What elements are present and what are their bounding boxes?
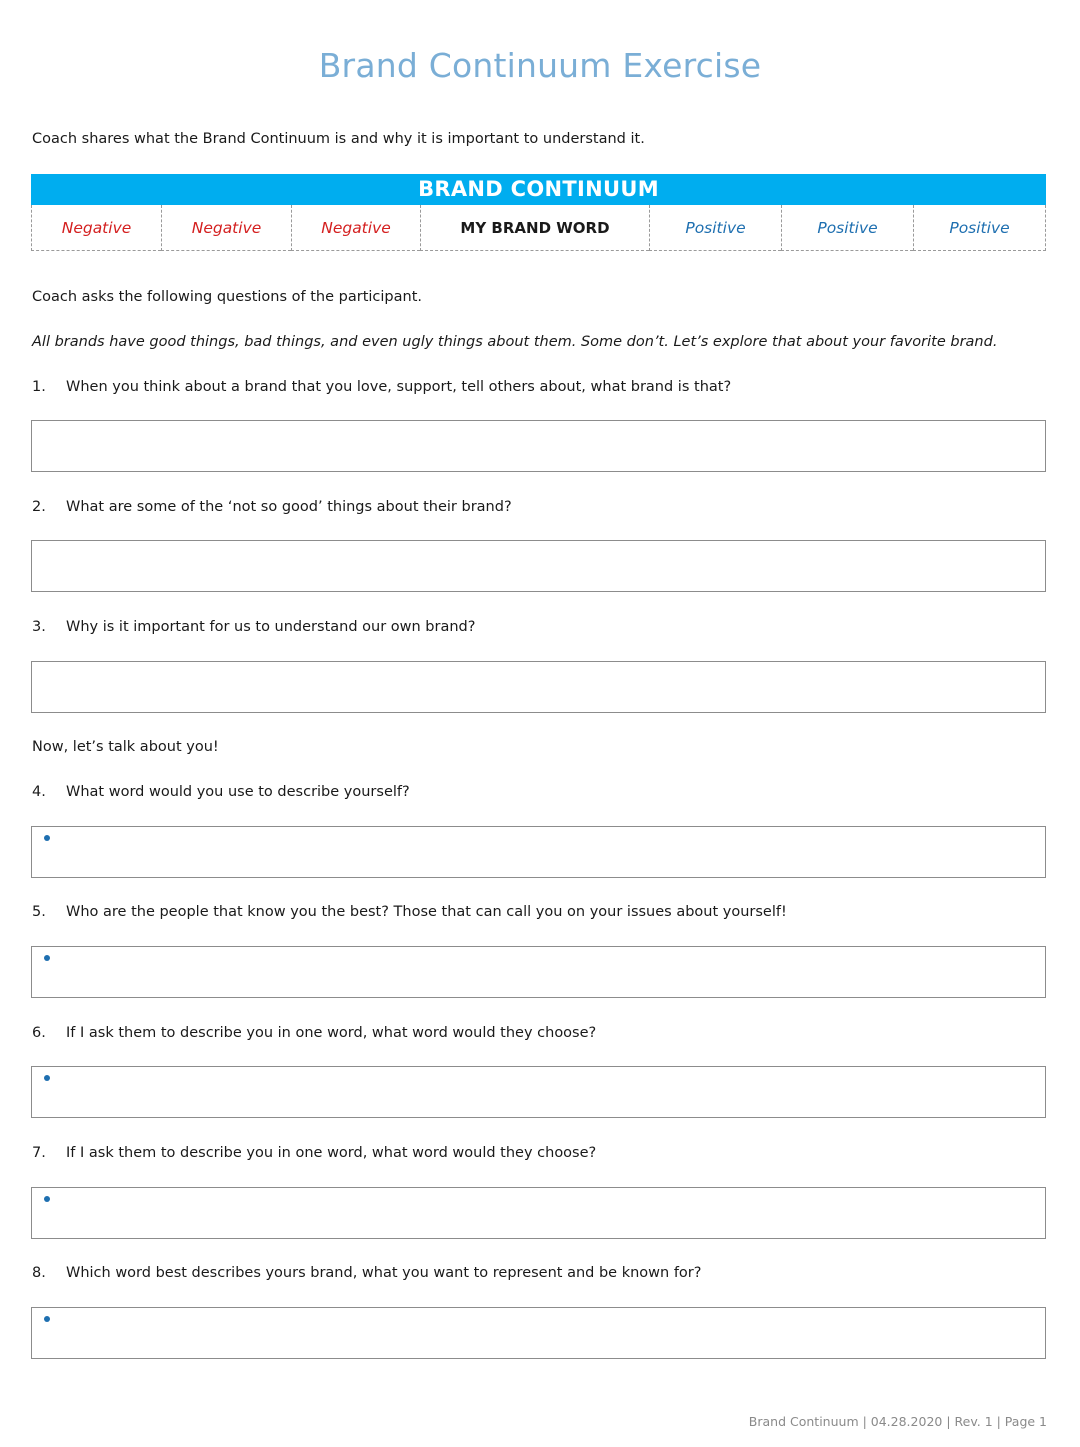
question-text: If I ask them to describe you in one word, what word would they choose?	[66, 1145, 597, 1161]
answer-box-7[interactable]	[31, 1187, 1046, 1239]
page-footer: Brand Continuum | 04.28.2020 | Rev. 1 | Page 1	[748, 1414, 1047, 1429]
brand-continuum-table	[31, 174, 1046, 251]
continuum-cell-my-brand-word: MY BRAND WORD	[420, 205, 649, 251]
continuum-cell-negative-2: Negative	[161, 205, 291, 251]
italic-note: All brands have good things, bad things, and even ugly things about them. Some don’t. Let’s explore that about your favorite brand.	[32, 334, 998, 350]
answer-box-1[interactable]	[31, 420, 1046, 472]
question-number: 1.	[32, 379, 46, 395]
question-number: 4.	[32, 784, 46, 800]
intro-text: Coach shares what the Brand Continuum is and why it is important to understand it.	[32, 131, 645, 147]
instruction-text: Coach asks the following questions of the participant.	[32, 289, 422, 305]
page-title: Brand Continuum Exercise	[318, 46, 762, 85]
answer-box-6[interactable]	[31, 1066, 1046, 1118]
question-1	[32, 379, 731, 395]
question-text: What are some of the ‘not so good’ things about their brand?	[66, 499, 512, 515]
continuum-cell-positive-1: Positive	[649, 205, 781, 251]
question-3	[32, 619, 475, 635]
continuum-cell-negative-1: Negative	[31, 205, 161, 251]
continuum-cell-negative-3: Negative	[291, 205, 420, 251]
question-text: Which word best describes yours brand, what you want to represent and be known for?	[66, 1265, 702, 1281]
answer-box-8[interactable]	[31, 1307, 1046, 1359]
question-number: 5.	[32, 904, 46, 920]
transition-text: Now, let’s talk about you!	[32, 739, 219, 755]
question-text: Who are the people that know you the best? Those that can call you on your issues about yourself!	[66, 904, 787, 920]
bullet-icon	[44, 1075, 50, 1081]
question-text: When you think about a brand that you love, support, tell others about, what brand is that?	[66, 379, 732, 395]
answer-box-5[interactable]	[31, 946, 1046, 998]
question-number: 3.	[32, 619, 46, 635]
question-4	[32, 784, 410, 800]
question-7	[32, 1145, 596, 1161]
question-8	[32, 1265, 701, 1281]
question-text: Why is it important for us to understand our own brand?	[66, 619, 476, 635]
answer-box-2[interactable]	[31, 540, 1046, 592]
bullet-icon	[44, 1316, 50, 1322]
answer-box-4[interactable]	[31, 826, 1046, 878]
question-number: 8.	[32, 1265, 46, 1281]
question-5	[32, 904, 787, 920]
question-6	[32, 1025, 596, 1041]
continuum-cell-positive-2: Positive	[781, 205, 913, 251]
bullet-icon	[44, 955, 50, 961]
question-text: If I ask them to describe you in one word, what word would they choose?	[66, 1025, 597, 1041]
question-number: 7.	[32, 1145, 46, 1161]
bullet-icon	[44, 835, 50, 841]
question-2	[32, 499, 512, 515]
bullet-icon	[44, 1196, 50, 1202]
question-text: What word would you use to describe yourself?	[66, 784, 410, 800]
question-number: 2.	[32, 499, 46, 515]
continuum-cell-positive-3: Positive	[913, 205, 1046, 251]
continuum-header: BRAND CONTINUUM	[31, 174, 1046, 205]
answer-box-3[interactable]	[31, 661, 1046, 713]
question-number: 6.	[32, 1025, 46, 1041]
continuum-row	[31, 205, 1046, 251]
